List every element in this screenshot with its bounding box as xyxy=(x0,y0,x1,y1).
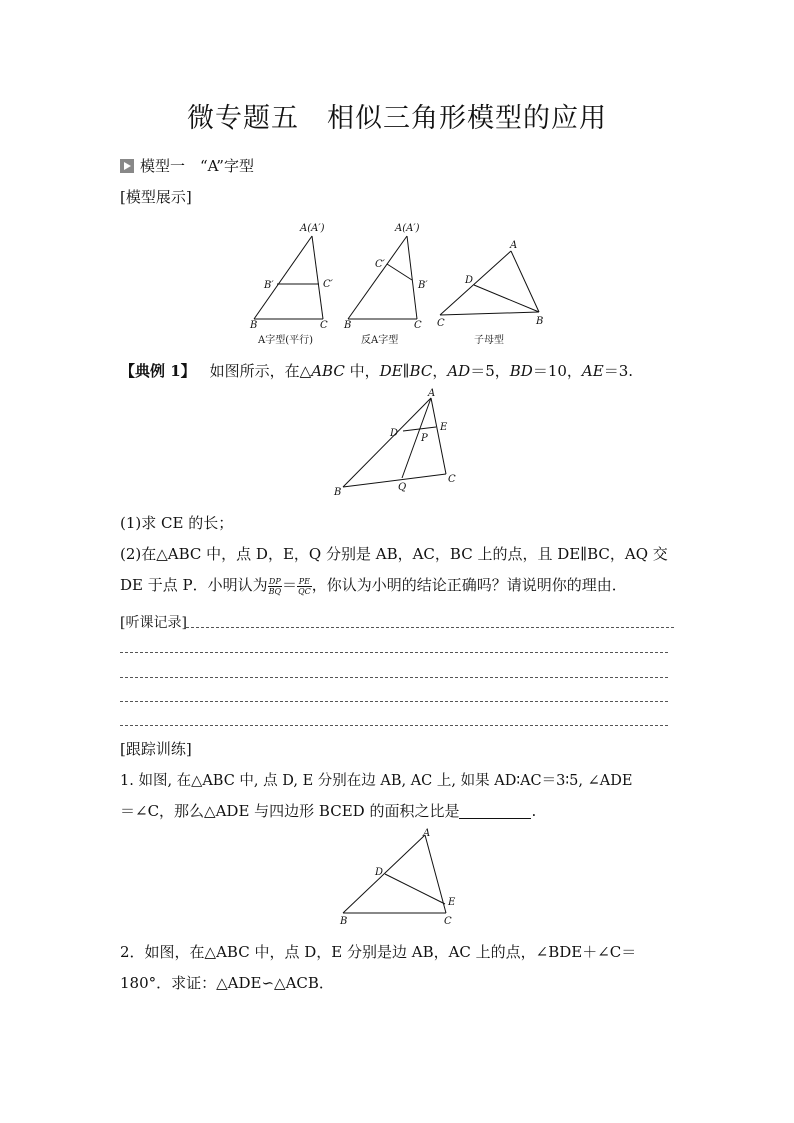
example1-t0: 如图所示，在△ xyxy=(209,362,312,380)
notes-heading: [听课记录] xyxy=(120,615,187,631)
model-figures xyxy=(240,215,560,350)
ex1-label-q: Q xyxy=(398,482,407,493)
frac2-denominator: QC xyxy=(298,586,311,596)
fig1-side-ac xyxy=(312,236,323,319)
title-part2: 相似三角形模型的应用 xyxy=(327,103,607,134)
page-title xyxy=(0,96,794,135)
question-2-line2 xyxy=(120,574,627,596)
notes-line-1 xyxy=(186,627,674,628)
fraction-pe-qc xyxy=(297,577,312,596)
question-1: (1)求 CE 的长； xyxy=(120,514,234,532)
fig3-side-ac xyxy=(440,251,511,315)
fig2-caption: 反A字型 xyxy=(361,335,399,346)
title-part1: 微专题五 xyxy=(187,103,299,134)
ex1-label-c: C xyxy=(448,474,456,485)
figure-reverse-a xyxy=(343,223,428,346)
example1-figure xyxy=(330,388,470,500)
fig1-label-a: A(A′) xyxy=(300,223,325,234)
p1-side-ab xyxy=(343,835,425,913)
fig2-side-ab xyxy=(348,236,407,319)
play-marker-icon xyxy=(120,159,134,173)
notes-line-4 xyxy=(120,701,668,702)
example1-t9: BD xyxy=(509,362,533,380)
p1-line2-b: . xyxy=(531,802,537,820)
ex1-label-d: D xyxy=(390,428,399,439)
fig3-segment-db xyxy=(474,285,539,312)
example1-t11: AE xyxy=(581,362,604,380)
practice-2-line2: 180°．求证：△ADE∽△ACB． xyxy=(120,974,334,992)
notes-line-5 xyxy=(120,725,668,726)
practice-2-line1: 2．如图，在△ABC 中，点 D，E 分别是边 AB，AC 上的点，∠BDE＋∠C＝ xyxy=(120,943,637,961)
example1-t12: ＝3. xyxy=(603,362,634,380)
notes-line-3 xyxy=(120,677,668,678)
fig1-caption: A字型(平行) xyxy=(258,335,314,346)
fig2-label-b: B xyxy=(344,320,352,331)
frac1-denominator: BQ xyxy=(268,586,282,596)
fig3-label-c: C xyxy=(437,318,445,329)
fig2-label-b-prime: B′ xyxy=(418,280,428,291)
p1-label-c: C xyxy=(444,916,452,927)
example1-t5: BC xyxy=(409,362,433,380)
example1-t6: ， xyxy=(432,362,448,380)
fig1-label-b: B xyxy=(250,320,258,331)
ex1-side-ac xyxy=(431,398,446,474)
fig2-label-c-prime: C′ xyxy=(375,259,385,270)
example1-t7: AD xyxy=(447,362,471,380)
model1-heading-text: 模型一 “A”字型 xyxy=(140,157,254,175)
example1-t8: ＝5， xyxy=(470,362,510,380)
ex1-label-a: A xyxy=(428,388,436,399)
p1-label-e: E xyxy=(448,897,456,908)
practice-1-line1: 1. 如图, 在△ABC 中, 点 D, E 分别在边 AB, AC 上, 如果 AD∶AC＝3∶5, ∠ADE xyxy=(120,773,633,789)
example1-t4: ∥ xyxy=(402,362,410,380)
example1-t1: ABC xyxy=(311,362,345,380)
notes-line-2 xyxy=(120,652,668,653)
model1-heading xyxy=(120,155,254,176)
fraction-dp-bq xyxy=(268,577,282,596)
p1-label-a: A xyxy=(423,828,431,839)
example1-t3: DE xyxy=(379,362,403,380)
practice-heading: [跟踪训练] xyxy=(120,740,192,758)
p1-line2-a: ＝∠C，那么△ADE 与四边形 BCED 的面积之比是 xyxy=(120,802,460,820)
fig3-label-a: A xyxy=(510,240,518,251)
ex1-label-p: P xyxy=(421,433,428,444)
question-2-line1: (2)在△ABC 中，点 D，E，Q 分别是 AB，AC，BC 上的点，且 DE∥BC，AQ 交 xyxy=(120,545,668,563)
fig2-label-a: A(A′) xyxy=(395,223,420,234)
ex1-base-bc xyxy=(343,474,446,487)
fig3-caption: 子母型 xyxy=(474,335,504,346)
answer-blank[interactable] xyxy=(459,804,531,819)
p1-side-ac xyxy=(425,835,446,913)
fig1-label-c-prime: C′ xyxy=(323,279,333,290)
example1-t2: 中， xyxy=(344,362,380,380)
fig3-label-d: D xyxy=(465,275,474,286)
frac1-numerator: DP xyxy=(268,576,281,586)
example1-t10: ＝10， xyxy=(532,362,582,380)
practice-1-line2 xyxy=(120,800,536,821)
figure-mother-child xyxy=(437,240,543,346)
ex1-side-ab xyxy=(343,398,431,487)
ex1-label-e: E xyxy=(440,422,448,433)
fig3-base xyxy=(440,312,539,315)
fig3-label-b: B xyxy=(536,316,544,327)
q2-equals: ＝ xyxy=(282,576,298,594)
fig2-antiparallel-line xyxy=(387,264,412,280)
ex1-label-b: B xyxy=(334,487,342,498)
p1-label-b: B xyxy=(340,916,348,927)
fig2-label-c: C xyxy=(414,320,422,331)
fig1-label-c: C xyxy=(320,320,328,331)
q2-line2-b: ，你认为小明的结论正确吗？请说明你的理由． xyxy=(311,576,627,594)
fig1-side-ab xyxy=(254,236,312,319)
figure-a-parallel xyxy=(249,223,334,346)
practice1-figure xyxy=(334,826,468,930)
frac2-numerator: PE xyxy=(298,576,311,586)
fig3-side-ab xyxy=(511,251,539,312)
p1-label-d: D xyxy=(375,867,384,878)
example1-statement xyxy=(120,360,633,381)
display-heading: [模型展示] xyxy=(120,188,192,206)
fig1-label-b-prime: B′ xyxy=(264,280,274,291)
q2-line2-a: DE 于点 P．小明认为 xyxy=(120,576,268,594)
p1-segment-de xyxy=(385,874,445,904)
example1-tag: 【典例 1】 xyxy=(120,362,196,380)
